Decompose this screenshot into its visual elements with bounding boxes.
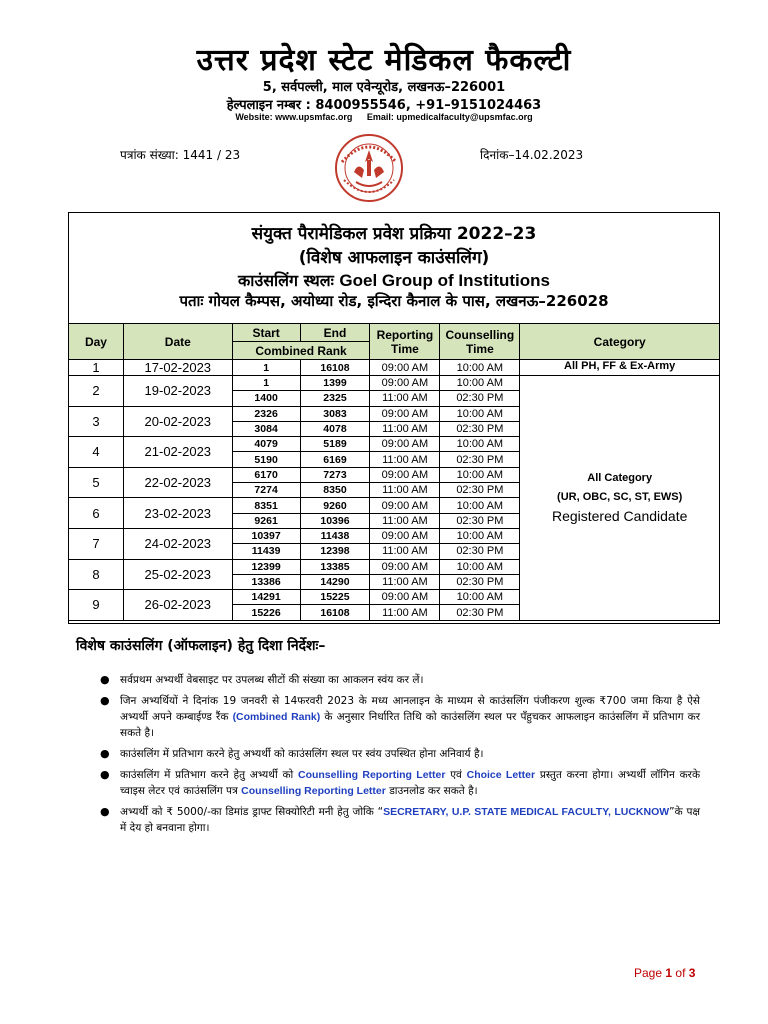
start-rank-cell: 11439 bbox=[232, 544, 300, 559]
counselling-time-cell: 02:30 PM bbox=[440, 391, 520, 406]
header-end: End bbox=[300, 324, 370, 342]
list-item bbox=[100, 746, 700, 762]
guideline-text: काउंसलिंग में प्रतिभाग करने हेतु अभ्यर्थी को bbox=[120, 769, 294, 781]
venue-address: पताः गोयल कैम्पस, अयोध्या रोड, इन्दिरा कैनाल के पास, लखनऊ–226028 bbox=[179, 292, 609, 310]
counselling-time-cell: 10:00 AM bbox=[440, 498, 520, 513]
web-line bbox=[0, 112, 768, 122]
counselling-time-cell: 02:30 PM bbox=[440, 513, 520, 528]
end-rank-cell: 5189 bbox=[300, 437, 370, 452]
reporting-time-cell: 11:00 AM bbox=[370, 544, 440, 559]
start-rank-cell: 8351 bbox=[232, 498, 300, 513]
day-cell: 6 bbox=[69, 498, 124, 529]
date-cell: 17-02-2023 bbox=[123, 360, 232, 376]
category-special-cell: All PH, FF & Ex-Army bbox=[520, 360, 720, 376]
counselling-time-cell: 10:00 AM bbox=[440, 528, 520, 543]
end-rank-cell: 16108 bbox=[300, 605, 370, 620]
header-category: Category bbox=[520, 324, 720, 360]
notice-box bbox=[68, 212, 720, 624]
end-rank-cell: 12398 bbox=[300, 544, 370, 559]
reporting-time-cell: 11:00 AM bbox=[370, 421, 440, 436]
issue-date: दिनांक–14.02.2023 bbox=[480, 148, 584, 162]
end-rank-cell: 9260 bbox=[300, 498, 370, 513]
date-cell: 24-02-2023 bbox=[123, 528, 232, 559]
guideline-text: सर्वप्रथम अभ्यर्थी वेबसाइट पर उपलब्ध सीटों की संख्या का आकलन स्वंय कर लें। bbox=[120, 674, 424, 686]
date-cell: 26-02-2023 bbox=[123, 590, 232, 621]
dd-payee-term: SECRETARY, U.P. STATE MEDICAL FACULTY, LUCKNOW bbox=[383, 806, 670, 818]
venue-line bbox=[69, 269, 719, 291]
reporting-letter-term: Counselling Reporting Letter bbox=[241, 785, 386, 797]
table-row bbox=[69, 360, 720, 376]
reporting-time-cell: 11:00 AM bbox=[370, 452, 440, 467]
counselling-time-cell: 10:00 AM bbox=[440, 376, 520, 391]
start-rank-cell: 1 bbox=[232, 360, 300, 376]
end-rank-cell: 15225 bbox=[300, 590, 370, 605]
day-cell: 2 bbox=[69, 376, 124, 407]
emblem-seal-icon bbox=[326, 132, 412, 204]
start-rank-cell: 13386 bbox=[232, 574, 300, 589]
reference-number: पत्रांक संख्या: 1441 / 23 bbox=[120, 148, 241, 162]
end-rank-cell: 6169 bbox=[300, 452, 370, 467]
category-all-line1: All Category bbox=[587, 472, 653, 485]
reporting-time-cell: 09:00 AM bbox=[370, 528, 440, 543]
date-cell: 25-02-2023 bbox=[123, 559, 232, 590]
start-rank-cell: 4079 bbox=[232, 437, 300, 452]
guideline-text: प्रस्तुत करना होगा। अभ्यर्थी लॉगिन करके च्वाइस लेटर एवं काउंसलिंग पत्र bbox=[120, 769, 701, 797]
counselling-time-cell: 02:30 PM bbox=[440, 452, 520, 467]
notice-title: संयुक्त पैरामेडिकल प्रवेश प्रक्रिया 2022–23 bbox=[251, 224, 537, 244]
header-counselling-time: Counselling Time bbox=[440, 324, 520, 360]
start-rank-cell: 12399 bbox=[232, 559, 300, 574]
counselling-time-cell: 10:00 AM bbox=[440, 406, 520, 421]
counselling-time-cell: 02:30 PM bbox=[440, 605, 520, 620]
guideline-text: एवं bbox=[450, 769, 462, 781]
counselling-time-cell: 02:30 PM bbox=[440, 544, 520, 559]
category-all-cell bbox=[520, 376, 720, 621]
day-cell: 3 bbox=[69, 406, 124, 437]
counselling-time-cell: 10:00 AM bbox=[440, 360, 520, 376]
date-cell: 20-02-2023 bbox=[123, 406, 232, 437]
header-date: Date bbox=[123, 324, 232, 360]
start-rank-cell: 10397 bbox=[232, 528, 300, 543]
end-rank-cell: 4078 bbox=[300, 421, 370, 436]
venue-name: Goel Group of Institutions bbox=[339, 271, 550, 290]
choice-letter-term: Choice Letter bbox=[466, 769, 536, 781]
end-rank-cell: 7273 bbox=[300, 467, 370, 482]
counselling-time-cell: 10:00 AM bbox=[440, 559, 520, 574]
list-item bbox=[100, 767, 700, 799]
guideline-text: डाउनलोड कर सकते है। bbox=[389, 785, 478, 797]
day-cell: 1 bbox=[69, 360, 124, 376]
end-rank-cell: 14290 bbox=[300, 574, 370, 589]
day-cell: 4 bbox=[69, 437, 124, 468]
end-rank-cell: 3083 bbox=[300, 406, 370, 421]
guideline-text: काउंसलिंग में प्रतिभाग करने हेतु अभ्यर्थी को काउंसलिंग स्थल पर स्वंय उपस्थित होना अनिवार्य है। bbox=[120, 748, 484, 760]
start-rank-cell: 3084 bbox=[232, 421, 300, 436]
guideline-text: के अनुसार निर्धारित तिथि को काउंसलिंग स्थल पर पँहुचकर आफलाइन काउंसलिंग में प्रतिभाग कर सकते है। bbox=[120, 711, 701, 739]
counselling-time-cell: 10:00 AM bbox=[440, 590, 520, 605]
bullet-icon: ● bbox=[100, 673, 110, 686]
start-rank-cell: 6170 bbox=[232, 467, 300, 482]
reporting-time-cell: 11:00 AM bbox=[370, 574, 440, 589]
counselling-time-cell: 02:30 PM bbox=[440, 421, 520, 436]
page-label: Page bbox=[634, 966, 663, 980]
date-cell: 23-02-2023 bbox=[123, 498, 232, 529]
day-cell: 8 bbox=[69, 559, 124, 590]
bullet-icon: ● bbox=[100, 694, 110, 707]
counselling-time-cell: 02:30 PM bbox=[440, 574, 520, 589]
reporting-time-cell: 09:00 AM bbox=[370, 360, 440, 376]
combined-rank-term: (Combined Rank) bbox=[232, 711, 321, 723]
header-reporting-time: Reporting Time bbox=[370, 324, 440, 360]
guideline-text: अभ्यर्थी को ₹ 5000/-का डिमांड ड्राफ्ट सिक्योरिटी मनी हेतु जोकि “ bbox=[120, 806, 384, 818]
reporting-time-cell: 09:00 AM bbox=[370, 467, 440, 482]
reporting-time-cell: 11:00 AM bbox=[370, 513, 440, 528]
notice-subtitle: (विशेष आफलाइन काउंसलिंग) bbox=[298, 248, 490, 268]
org-address: 5, सर्वपल्ली, माल एवेन्यूरोड, लखनऊ–226001 bbox=[262, 80, 506, 95]
schedule-table bbox=[68, 323, 720, 621]
category-all-line2: (UR, OBC, SC, ST, EWS) bbox=[557, 491, 683, 504]
list-item bbox=[100, 672, 700, 688]
end-rank-cell: 13385 bbox=[300, 559, 370, 574]
email-link[interactable]: Email: upmedicalfaculty@upsmfac.org bbox=[366, 112, 533, 122]
bullet-icon: ● bbox=[100, 768, 110, 781]
reporting-letter-term: Counselling Reporting Letter bbox=[297, 769, 446, 781]
end-rank-cell: 8350 bbox=[300, 483, 370, 498]
page-current: 1 bbox=[665, 966, 673, 980]
bullet-icon: ● bbox=[100, 747, 110, 760]
bullet-icon: ● bbox=[100, 805, 110, 818]
counselling-time-cell: 10:00 AM bbox=[440, 467, 520, 482]
counselling-time-cell: 10:00 AM bbox=[440, 437, 520, 452]
end-rank-cell: 10396 bbox=[300, 513, 370, 528]
start-rank-cell: 7274 bbox=[232, 483, 300, 498]
start-rank-cell: 1 bbox=[232, 376, 300, 391]
guidelines-heading: विशेष काउंसलिंग (ऑफलाइन) हेतु दिशा निर्देशः– bbox=[76, 638, 326, 654]
day-cell: 7 bbox=[69, 528, 124, 559]
table-row bbox=[69, 376, 720, 391]
date-cell: 19-02-2023 bbox=[123, 376, 232, 407]
reporting-time-cell: 11:00 AM bbox=[370, 391, 440, 406]
end-rank-cell: 16108 bbox=[300, 360, 370, 376]
website-link[interactable]: Website: www.upsmfac.org bbox=[235, 112, 353, 122]
start-rank-cell: 15226 bbox=[232, 605, 300, 620]
guideline-text: जिन अभ्यर्थियों ने दिनांक 19 जनवरी से 14फरवरी 2023 के मध्य आनलाइन के माध्यम से काउंसलिंग पंजीकरण शुल्क ₹700 जमा किया है ऐसे अभ्यर्थी अपने कम्बाईण्ड रैंक bbox=[120, 695, 700, 723]
reporting-time-cell: 09:00 AM bbox=[370, 406, 440, 421]
header-start: Start bbox=[232, 324, 300, 342]
reporting-time-cell: 11:00 AM bbox=[370, 605, 440, 620]
reporting-time-cell: 09:00 AM bbox=[370, 498, 440, 513]
reporting-time-cell: 09:00 AM bbox=[370, 559, 440, 574]
list-item bbox=[100, 804, 700, 836]
day-cell: 5 bbox=[69, 467, 124, 498]
page-of-label: of bbox=[675, 966, 686, 980]
counselling-time-cell: 02:30 PM bbox=[440, 483, 520, 498]
page-total: 3 bbox=[688, 966, 696, 980]
helpline: हेल्पलाइन नम्बर : 8400955546, +91–9151024463 bbox=[226, 98, 542, 113]
reporting-time-cell: 09:00 AM bbox=[370, 590, 440, 605]
category-all-line3: Registered Candidate bbox=[551, 508, 688, 525]
end-rank-cell: 11438 bbox=[300, 528, 370, 543]
guideline-text: ”के पक्ष में देय हो बनवाना होगा। bbox=[120, 806, 700, 834]
page-number bbox=[634, 966, 695, 980]
start-rank-cell: 5190 bbox=[232, 452, 300, 467]
start-rank-cell: 1400 bbox=[232, 391, 300, 406]
start-rank-cell: 9261 bbox=[232, 513, 300, 528]
start-rank-cell: 2326 bbox=[232, 406, 300, 421]
end-rank-cell: 2325 bbox=[300, 391, 370, 406]
date-cell: 22-02-2023 bbox=[123, 467, 232, 498]
start-rank-cell: 14291 bbox=[232, 590, 300, 605]
end-rank-cell: 1399 bbox=[300, 376, 370, 391]
header-day: Day bbox=[69, 324, 124, 360]
venue-label: काउंसलिंग स्थलः bbox=[238, 271, 334, 290]
header-combined-rank: Combined Rank bbox=[232, 342, 370, 360]
day-cell: 9 bbox=[69, 590, 124, 621]
reporting-time-cell: 09:00 AM bbox=[370, 376, 440, 391]
list-item bbox=[100, 693, 700, 741]
reporting-time-cell: 11:00 AM bbox=[370, 483, 440, 498]
org-title: उत्तर प्रदेश स्टेट मेडिकल फैकल्टी bbox=[196, 43, 572, 78]
date-cell: 21-02-2023 bbox=[123, 437, 232, 468]
guidelines-list bbox=[100, 672, 700, 841]
reporting-time-cell: 09:00 AM bbox=[370, 437, 440, 452]
